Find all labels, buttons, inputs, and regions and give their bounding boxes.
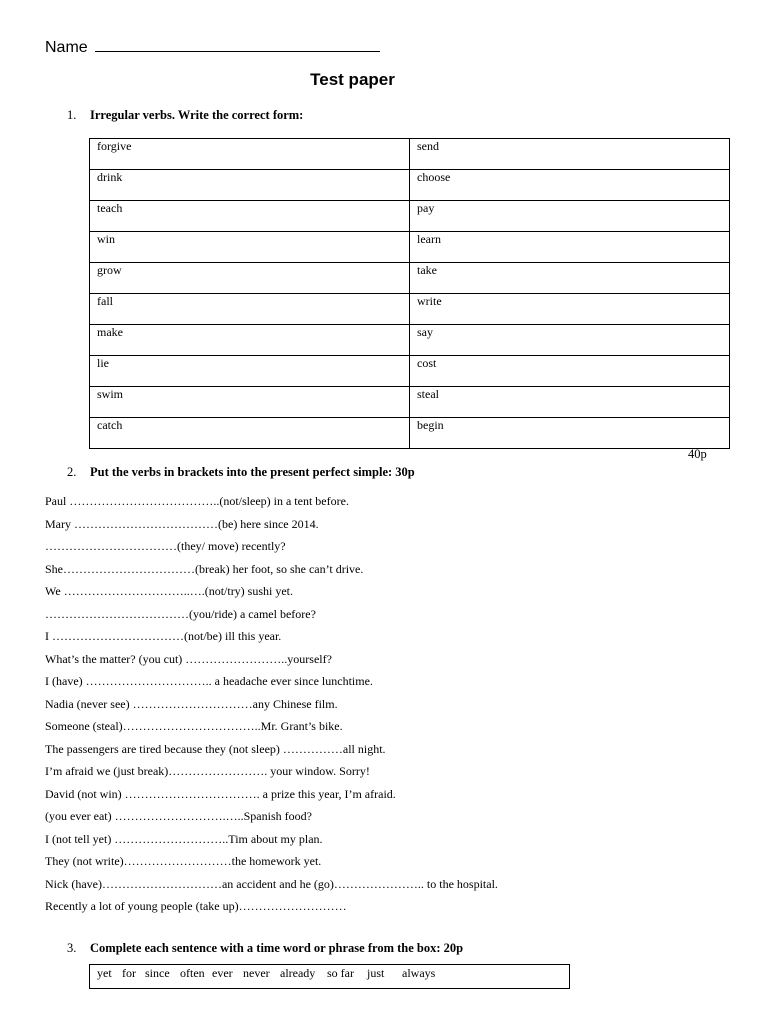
- time-word: yet: [97, 966, 112, 980]
- exercise-sentence: ………………………………(you/ride) a camel before?: [45, 606, 316, 621]
- exercise-sentence: (you ever eat) ……………………….…..Spanish food?: [45, 809, 312, 823]
- table-row: [90, 170, 730, 201]
- section-1-heading: [67, 108, 303, 123]
- exercise-sentence: Someone (steal)……………………………..Mr. Grant’s bike.: [45, 719, 343, 733]
- section-1-points: 40p: [688, 447, 707, 461]
- verb-cell: send: [410, 139, 730, 170]
- exercise-sentence: What’s the matter? (you cut) ……………………..yourself?: [45, 651, 332, 666]
- section-1-number: 1.: [67, 108, 77, 122]
- verb-cell: steal: [410, 387, 730, 418]
- time-word: so far: [327, 966, 354, 980]
- time-word: for: [122, 966, 136, 980]
- page-title: Test paper: [310, 70, 395, 89]
- exercise-sentence: I’m afraid we (just break)……………………. your window. Sorry!: [45, 764, 370, 778]
- table-row: [90, 294, 730, 325]
- verb-cell: catch: [90, 418, 410, 449]
- time-word: never: [243, 966, 270, 980]
- table-row: [90, 325, 730, 356]
- exercise-sentence: They (not write)………………………the homework yet.: [45, 854, 322, 868]
- verb-cell: grow: [90, 263, 410, 294]
- exercise-sentence: I ……………………………(not/be) ill this year.: [45, 629, 282, 643]
- verb-cell: win: [90, 232, 410, 263]
- table-row: [90, 232, 730, 263]
- name-field: [45, 36, 380, 57]
- time-word-box: [89, 964, 570, 989]
- section-2-number: 2.: [67, 465, 77, 479]
- exercise-sentence: We …………………………..….(not/try) sushi yet.: [45, 584, 294, 598]
- verb-cell: learn: [410, 232, 730, 263]
- time-word: just: [367, 966, 385, 980]
- section-1-title: Irregular verbs. Write the correct form:: [90, 108, 304, 122]
- section-3-heading: [67, 941, 463, 956]
- exercise-sentence: The passengers are tired because they (not sleep) ……………all night.: [45, 741, 386, 756]
- irregular-verbs-table: [89, 138, 730, 449]
- exercise-sentence: Nadia (never see) …………………………any Chinese film.: [45, 696, 338, 711]
- section-2-title: Put the verbs in brackets into the present perfect simple: 30p: [90, 465, 415, 479]
- exercise-sentences: [45, 494, 498, 922]
- table-row: [90, 139, 730, 170]
- exercise-sentence: Paul ………………………………..(not/sleep) in a tent before.: [45, 494, 349, 508]
- section-3-title: Complete each sentence with a time word or phrase from the box: 20p: [90, 941, 464, 955]
- verb-cell: write: [410, 294, 730, 325]
- section-2-heading: [67, 465, 415, 480]
- name-blank-line: [95, 36, 380, 52]
- table-row: [90, 356, 730, 387]
- time-word: since: [145, 966, 170, 980]
- table-row: [90, 263, 730, 294]
- verb-cell: choose: [410, 170, 730, 201]
- exercise-sentence: ……………………………(they/ move) recently?: [45, 539, 286, 553]
- exercise-sentence: Mary ………………………………(be) here since 2014.: [45, 516, 319, 531]
- name-label: Name: [45, 39, 88, 56]
- verb-cell: take: [410, 263, 730, 294]
- table-row: [90, 201, 730, 232]
- verb-cell: make: [90, 325, 410, 356]
- time-word: always: [402, 966, 436, 980]
- verb-cell: lie: [90, 356, 410, 387]
- verb-cell: swim: [90, 387, 410, 418]
- table-row: [90, 418, 730, 449]
- verb-cell: say: [410, 325, 730, 356]
- time-word: ever: [212, 966, 233, 980]
- exercise-sentence: Nick (have)…………………………an accident and he (go)………………….. to the hospital.: [45, 876, 498, 891]
- verb-cell: drink: [90, 170, 410, 201]
- exercise-sentence: David (not win) ……………………………. a prize this year, I’m afraid.: [45, 786, 396, 801]
- exercise-sentence: I (have) ………………………….. a headache ever since lunchtime.: [45, 674, 373, 688]
- time-word: already: [280, 966, 316, 980]
- table-row: [90, 387, 730, 418]
- verb-cell: pay: [410, 201, 730, 232]
- verb-cell: teach: [90, 201, 410, 232]
- verb-cell: forgive: [90, 139, 410, 170]
- exercise-sentence: Recently a lot of young people (take up)………………………: [45, 899, 347, 913]
- exercise-sentence: I (not tell yet) ………………………..Tim about my plan.: [45, 831, 323, 846]
- verb-cell: fall: [90, 294, 410, 325]
- verb-cell: cost: [410, 356, 730, 387]
- verb-cell: begin: [410, 418, 730, 449]
- time-word: often: [180, 966, 205, 980]
- exercise-sentence: She……………………………(break) her foot, so she can’t drive.: [45, 561, 364, 576]
- section-3-number: 3.: [67, 941, 77, 955]
